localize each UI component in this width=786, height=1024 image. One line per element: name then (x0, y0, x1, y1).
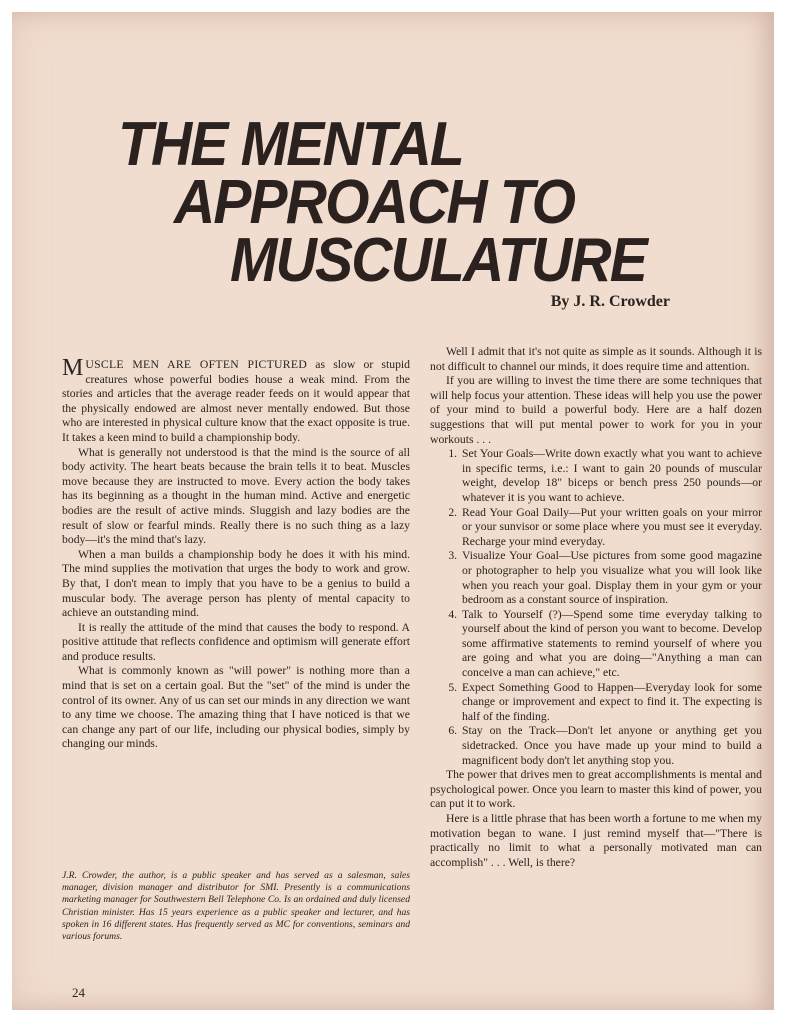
drop-cap: M (62, 355, 84, 381)
paragraph-5: What is commonly known as "will power" is nothing more than a mind that is set on a certain goal. But the "set" of the mind is under the control of its owner. Any of us can set our minds in any direction we want to any time we choose. The amazing thing that I have noticed is that we can change any part of our life, including our physical bodies, simply by changing our minds. (62, 664, 410, 751)
paragraph-1 (62, 355, 411, 446)
suggestions-list (430, 447, 762, 768)
list-item: 4. Talk to Yourself (?)—Spend some time everyday talking to yourself about the kind of person you want to become. Develop some affirmative statements to remind yourself of where you are going and what you are doing—"Anything a man can conceive a man can achieve," etc. (460, 608, 762, 681)
title-line-2: APPROACH TO (174, 168, 575, 237)
paragraph-4: It is really the attitude of the mind that causes the body to respond. A positive attitude that reflects confidence and optimism will generate effort and produce results. (62, 620, 410, 663)
paragraph-6: Well I admit that it's not quite as simple as it sounds. Although it is not difficult to channel our minds, it does require time and attention. (430, 345, 762, 373)
paragraph-1-text: as slow or stupid creatures whose powerful bodies house a weak mind. From the stories and articles that the average reader feeds on it would appear that the physically endowed are almost never mentally endowed. But those who are interested in physical culture know that the exact opposite is true. It takes a keen mind to build a championship body. (62, 358, 411, 444)
byline: By J. R. Crowder (550, 293, 670, 310)
right-column (430, 345, 762, 870)
list-item: 5. Expect Something Good to Happen—Everyday look for some change or improvement and expect to find it. The expecting is half of the finding. (460, 681, 762, 725)
lead-caps: USCLE MEN ARE OFTEN PICTURED (85, 358, 308, 371)
magazine-page (12, 12, 774, 1010)
title-line-1: THE MENTAL (118, 110, 463, 179)
paragraph-8: The power that drives men to great accomplishments is mental and psychological power. Once you learn to master this kind of power, you can put it to work. (430, 768, 762, 811)
left-column (62, 355, 411, 752)
page-number: 24 (72, 985, 85, 1000)
paragraph-2: What is generally not understood is that the mind is the source of all body activity. The heart beats because the brain tells it to beat. Muscles move because they are instructed to move. Every action the body takes has its beginning as a thought in the human mind. Active and energetic bodies are the result of active minds. Sluggish and lazy bodies are the result of slow or fearful minds. Really there is no such thing as a lazy body—it's the mind that's lazy. (62, 445, 410, 547)
list-item: 6. Stay on the Track—Don't let anyone or anything get you sidetracked. Once you have made up your mind to build a magnificent body don't let anything stop you. (460, 724, 762, 768)
author-bio: J.R. Crowder, the author, is a public speaker and has served as a salesman, sales manager, division manager and distributor for SMI. Presently is a communications marketing manager for Southwestern Bell Telephone Co. Is an ordained and duly licensed Christian minister. Has 15 years experience as a public speaker and lecturer, and has spoken in 16 different states. Has frequently served as MC for conventions, seminars and various forums. (62, 870, 410, 943)
list-item: 2. Read Your Goal Daily—Put your written goals on your mirror or your sunvisor or some place where you must see it everyday. Recharge your mind everyday. (460, 506, 762, 550)
paragraph-9: Here is a little phrase that has been worth a fortune to me when my motivation began to wane. I just remind myself that—"There is practically no limit to what a personally motivated man can accomplish" . . . Well, is there? (430, 812, 762, 869)
paragraph-3: When a man builds a championship body he does it with his mind. The mind supplies the motivation that urges the body to work and grow. By that, I don't mean to imply that you have to be a genius to build a muscular body. The average person has plenty of mental capacity to achieve an outstanding mind. (62, 547, 410, 620)
list-item: 1. Set Your Goals—Write down exactly what you want to achieve in specific terms, i.e.: I want to gain 20 pounds of muscular weight, develop 18" biceps or bench press 250 pounds—or whatever it is you want to achieve. (460, 447, 762, 505)
list-item: 3. Visualize Your Goal—Use pictures from some good magazine or photographer to help you visualize what you will look like when you reach your goal. Display them in your gym or your bedroom as a constant source of inspiration. (460, 549, 762, 607)
title-line-3: MUSCULATURE (230, 226, 646, 295)
paragraph-7: If you are willing to invest the time there are some techniques that will help focus your attention. These ideas will help you use the power of your mind to build a powerful body. Here are a half dozen suggestions that will put mental power to work for you in your workouts . . . (430, 374, 762, 446)
